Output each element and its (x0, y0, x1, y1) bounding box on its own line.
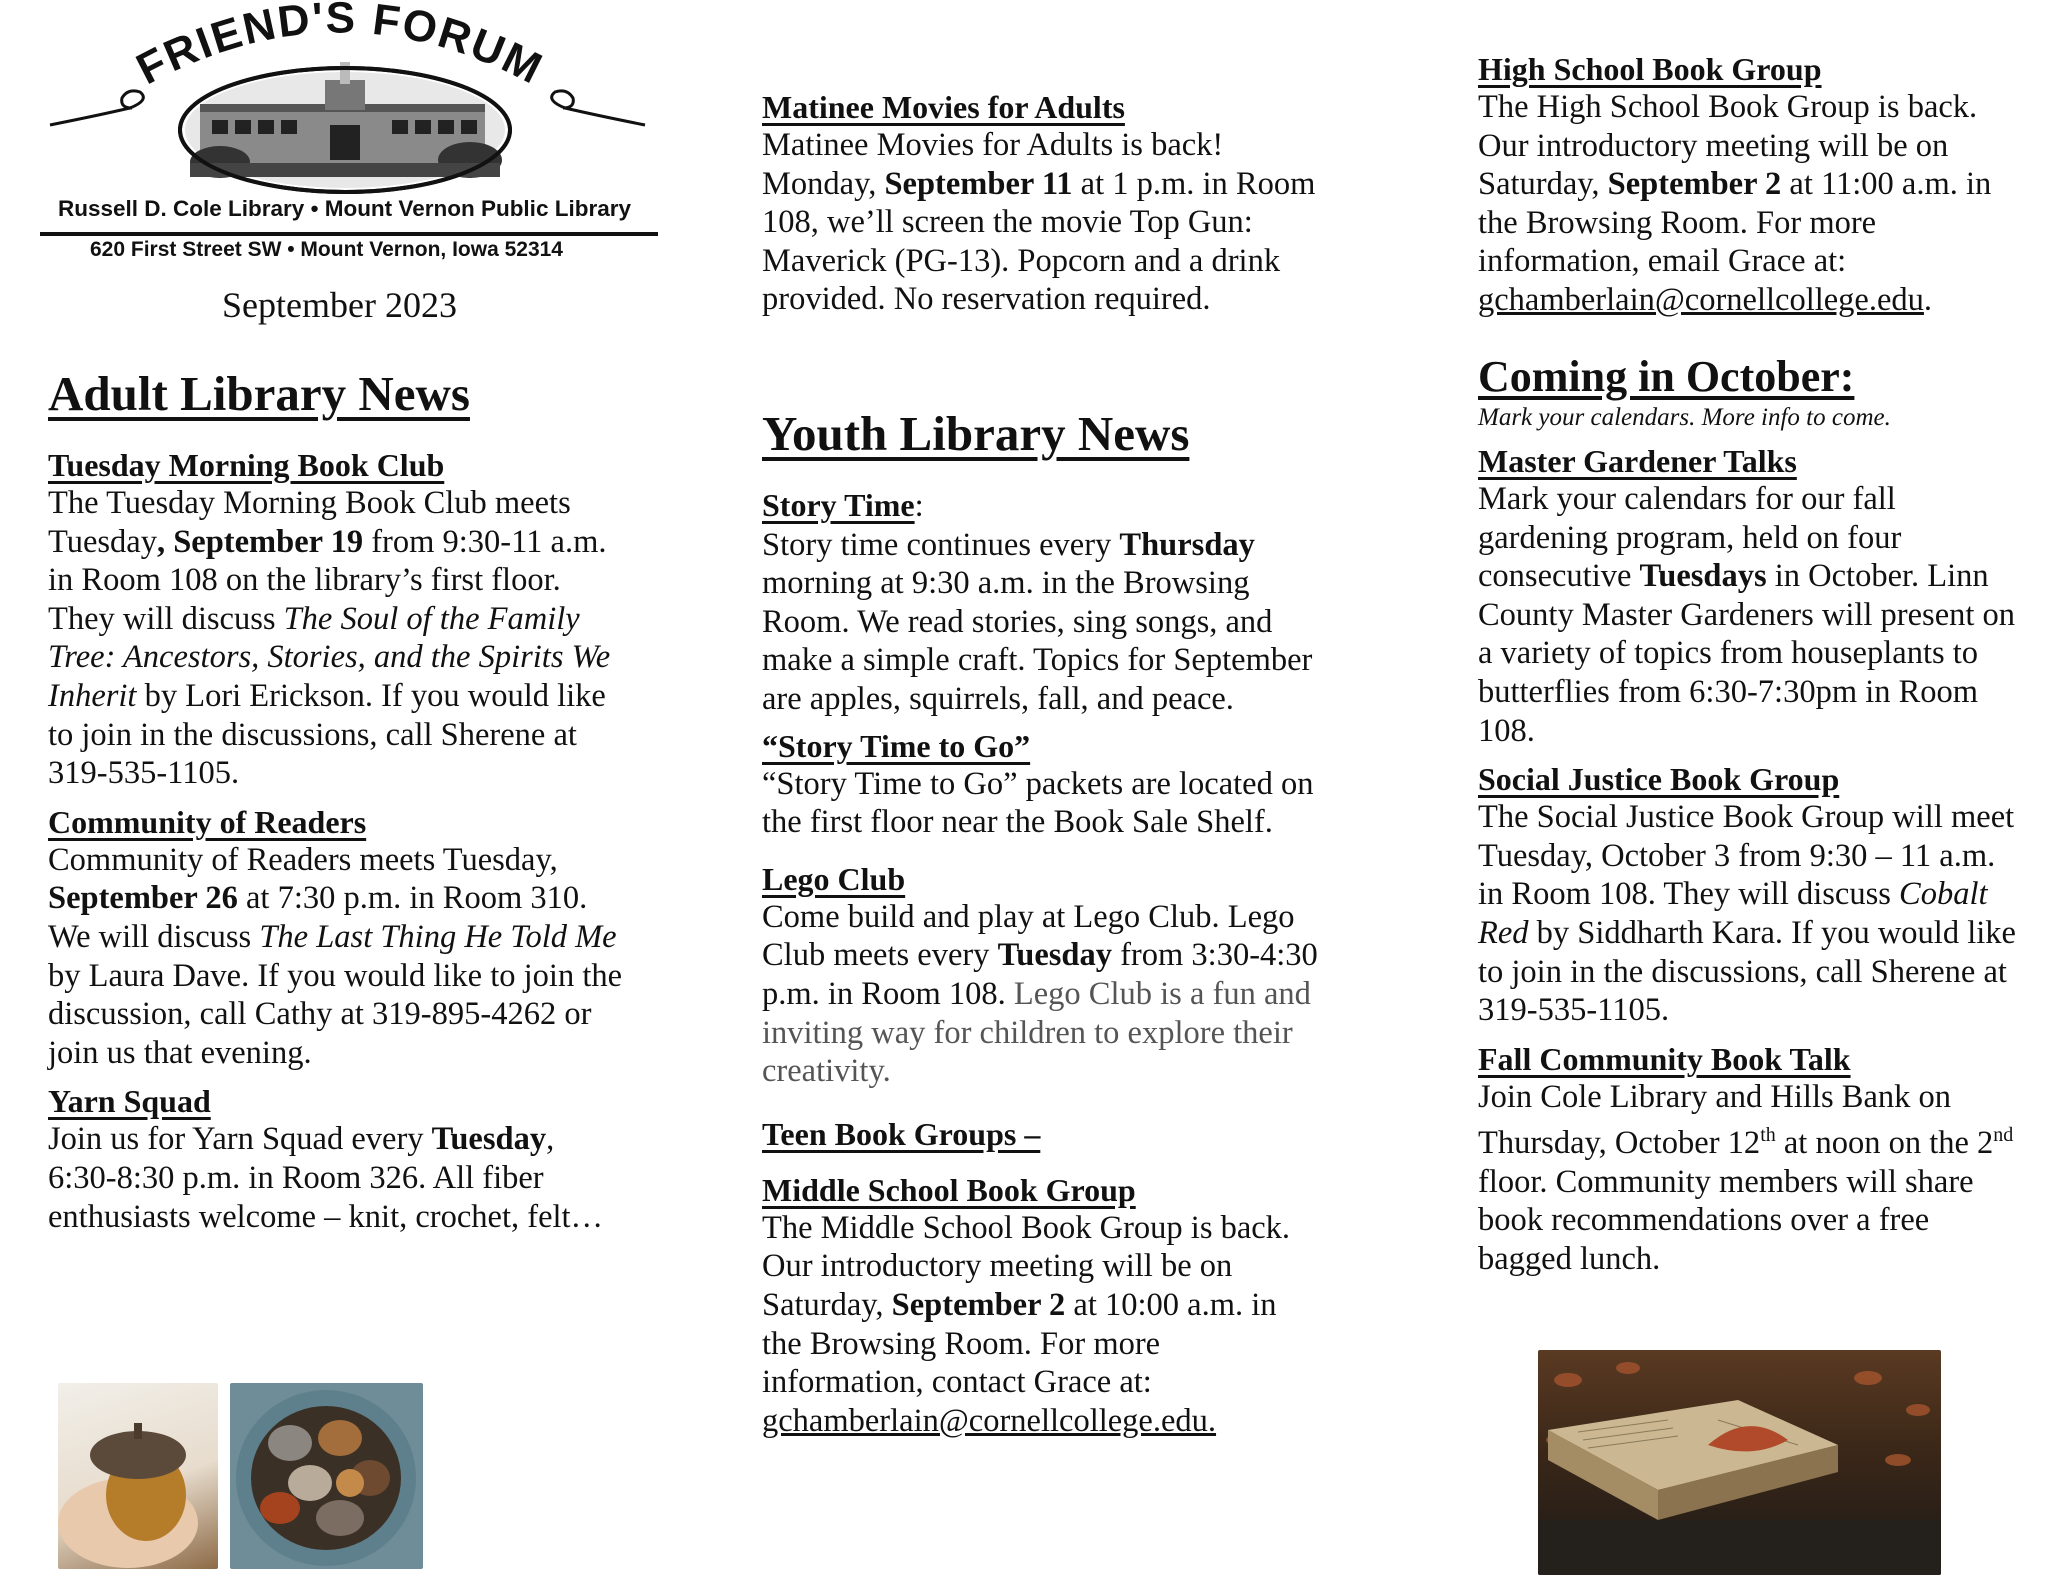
gardener-text: Mark your calendars for our fall gardening program, held on four consecutive Tuesdays in October. Linn County Master Gardeners will present on a variety of topics from houseplants to butterflies from 6:30-7:30pm in Room 108. (1478, 481, 2016, 749)
knitted-acorn-icon (58, 1383, 218, 1569)
gardener-article (1478, 442, 2023, 750)
book-with-leaves-photo (1538, 1350, 1941, 1575)
gardener-title: Master Gardener Talks (1478, 443, 1797, 479)
grace-email-link[interactable]: gchamberlain@cornellcollege.edu. (762, 1402, 1217, 1439)
book-talk-article (1478, 1040, 2023, 1279)
library-names: Russell D. Cole Library • Mount Vernon Public Library (58, 196, 631, 221)
social-justice-article (1478, 760, 2023, 1030)
tuesday-club-text: The Tuesday Morning Book Club meets Tuesday, September 19 from 9:30-11 a.m. in Room 108 on the library’s first floor. They will discuss The Soul of the Family Tree: Ancestors, Stories, and the Spirits We Inherit by Lori Erickson. If you would like to join in the discussions, call Sherene at 319-535-1105. (48, 485, 611, 792)
matinee-article (762, 88, 1322, 319)
youth-news-heading: Youth Library News (762, 406, 1190, 461)
story-to-go-title: “Story Time to Go” (762, 727, 1031, 764)
lego-club-article (762, 860, 1322, 1091)
acorn-bowl-icon (230, 1383, 423, 1569)
social-justice-title: Social Justice Book Group (1478, 761, 1840, 798)
community-readers-text: Community of Readers meets Tuesday, September 26 at 7:30 p.m. in Room 310. We will discuss The Last Thing He Told Me by Laura Dave. If you would like to join the discussion, call Cathy at 319-895-4262 or join us that evening. (48, 841, 623, 1071)
adult-news-section (48, 366, 628, 1236)
story-time-text: Story time continues every Thursday morning at 9:30 a.m. in the Browsing Room. We read stories, sing songs, and make a simple craft. Topics for September are apples, squirrels, fall, and peace. (762, 526, 1313, 717)
library-building-logo-icon (40, 0, 655, 200)
library-address: 620 First Street SW • Mount Vernon, Iowa 52314 (90, 238, 563, 261)
lego-club-text: Come build and play at Lego Club. Lego Club meets every Tuesday from 3:30-4:30 p.m. in Room 108. Lego Club is a fun and inviting way for children to explore their creativity. (762, 898, 1318, 1090)
book-talk-title: Fall Community Book Talk (1478, 1040, 1851, 1077)
adult-news-heading: Adult Library News (48, 366, 470, 421)
yarn-squad-title: Yarn Squad (48, 1083, 211, 1120)
story-to-go-article (762, 727, 1322, 842)
tuesday-club-title: Tuesday Morning Book Club (48, 447, 445, 483)
knitted-acorn-photo (58, 1383, 218, 1569)
matinee-title: Matinee Movies for Adults (762, 89, 1125, 125)
teen-groups-heading: Teen Book Groups – (762, 1115, 1041, 1152)
high-school-text: The High School Book Group is back. Our introductory meeting will be on Saturday, September 2 at 11:00 a.m. in the Browsing Room. For more information, email Grace at: gchamberlain@cornellcollege.edu. (1478, 89, 1992, 318)
social-justice-text: The Social Justice Book Group will meet Tuesday, October 3 from 9:30 – 11 a.m. in Room 108. They will discuss Cobalt Red by Siddharth Kara. If you would like to join in the discussions, call Sherene at 319-535-1105. (1478, 799, 2016, 1029)
issue-date: September 2023 (222, 285, 457, 325)
community-readers-title: Community of Readers (48, 803, 367, 840)
story-time-title: Story Time (762, 487, 915, 523)
community-readers-article (48, 803, 628, 1073)
grace-email-link-2[interactable]: gchamberlain@cornellcollege.edu (1478, 281, 1924, 318)
yarn-squad-text: Join us for Yarn Squad every Tuesday, 6:30-8:30 p.m. in Room 326. All fiber enthusiasts welcome – knit, crochet, felt… (48, 1121, 604, 1235)
svg-text:FRIEND'S FORUM: FRIEND'S FORUM (128, 0, 551, 95)
acorn-bowl-photo (230, 1383, 423, 1569)
lego-club-title: Lego Club (762, 860, 906, 897)
october-heading: Coming in October: (1478, 352, 1855, 401)
october-subheading: Mark your calendars. More info to come. (1478, 404, 1891, 431)
masthead-divider (40, 232, 658, 236)
tuesday-club-article (48, 446, 628, 793)
middle-school-article (762, 1171, 1322, 1441)
story-time-article: Story Time: Story time continues every Thursday morning at 9:30 a.m. in the Browsing Room. We read stories, sing songs, and make a simple craft. Topics for September are apples, squirrels, fall, and peace. (762, 486, 1322, 719)
matinee-text: Matinee Movies for Adults is back! Monday, September 11 at 1 p.m. in Room 108, we’ll screen the movie Top Gun: Maverick (PG-13). Popcorn and a drink provided. No reservation required. (762, 127, 1316, 318)
high-school-title: High School Book Group (1478, 51, 1822, 87)
friends-forum-logo (40, 0, 655, 270)
youth-news-section (762, 406, 1322, 1440)
october-section (1478, 352, 2023, 1279)
high-school-article (1478, 50, 2023, 320)
story-to-go-text: “Story Time to Go” packets are located on the first floor near the Book Sale Shelf. (762, 765, 1314, 841)
open-book-icon (1538, 1350, 1941, 1575)
yarn-squad-article (48, 1082, 628, 1236)
middle-school-title: Middle School Book Group (762, 1171, 1136, 1208)
middle-school-text: The Middle School Book Group is back. Our introductory meeting will be on Saturday, September 2 at 10:00 a.m. in the Browsing Room. For more information, contact Grace at: gchamberlain@cornellcollege.edu. (762, 1209, 1291, 1439)
book-talk-text: Join Cole Library and Hills Bank on Thursday, October 12th at noon on the 2nd floor. Community members will share book recommendations over a free bagged lunch. (1478, 1078, 2014, 1277)
